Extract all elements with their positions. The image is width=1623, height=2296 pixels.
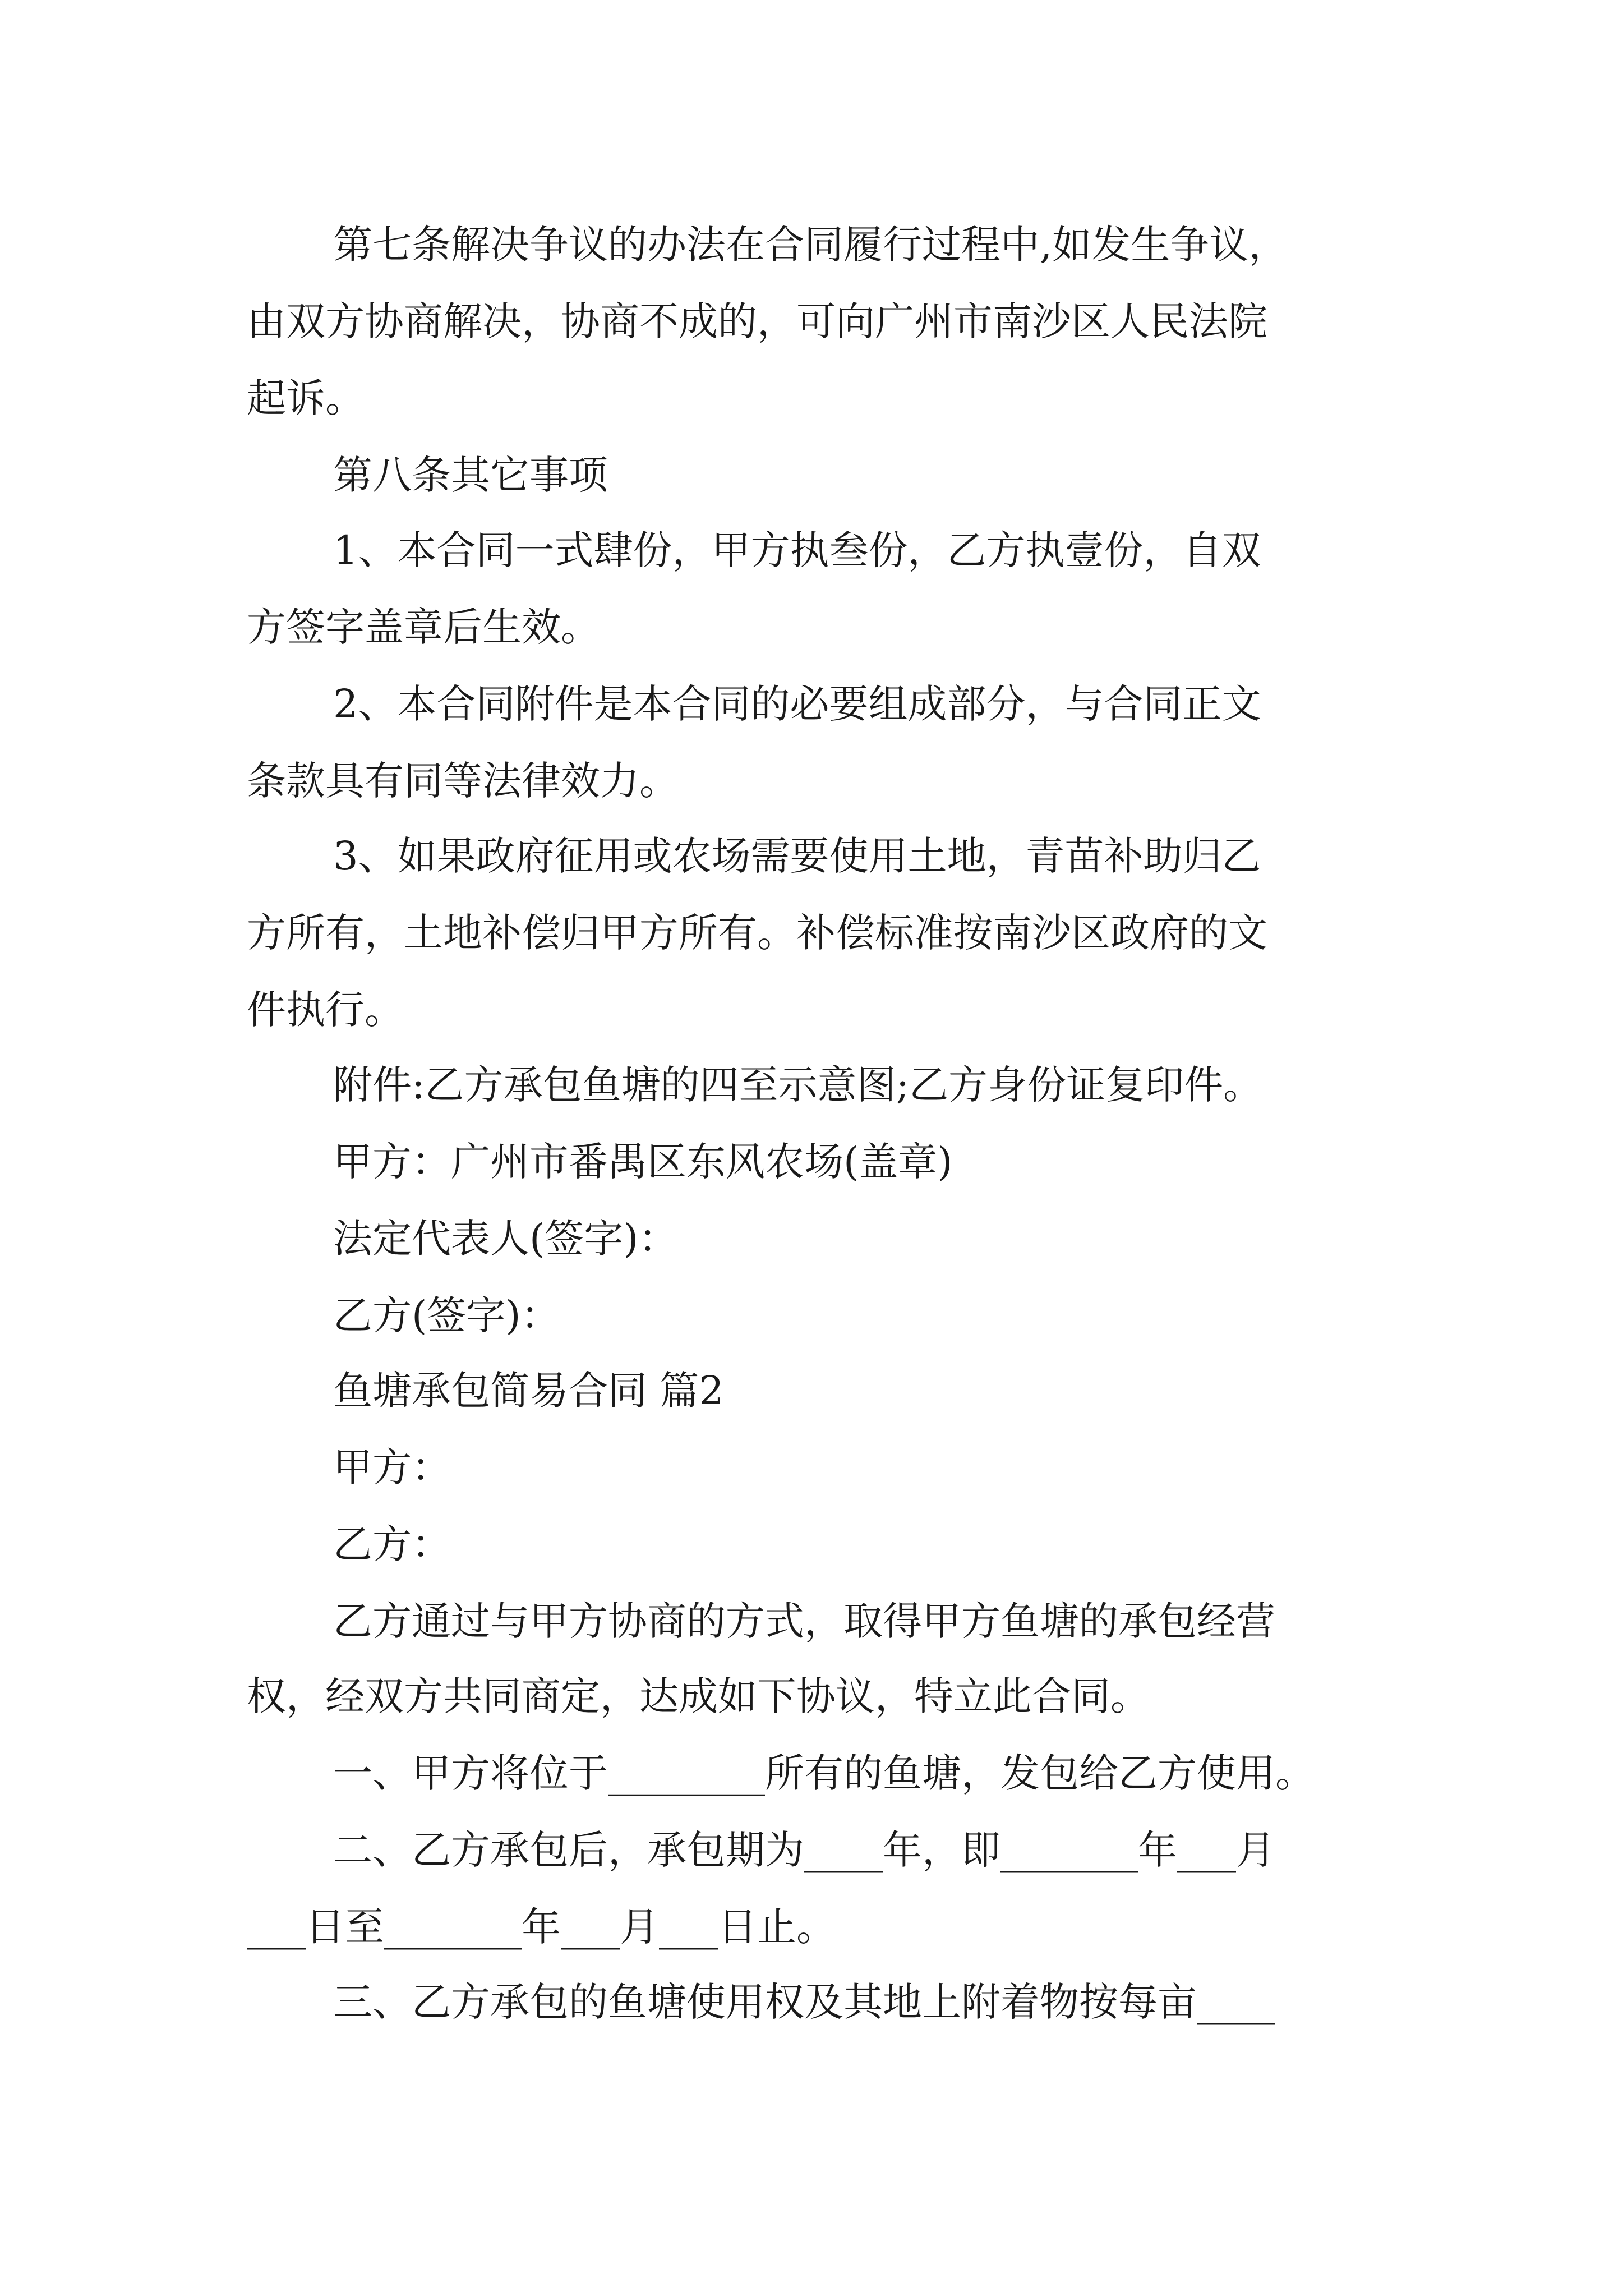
text-line: 甲方：广州市番禺区东风农场(盖章) — [333, 1139, 953, 1185]
text-line: 由双方协商解决，协商不成的，可向广州市南沙区人民法院 — [247, 298, 1267, 344]
text-line: 附件:乙方承包鱼塘的四至示意图;乙方身份证复印件。 — [333, 1062, 1263, 1108]
signature-line: 乙方(签字)： — [333, 1292, 560, 1338]
text-line: 甲方： — [333, 1444, 451, 1490]
text-line: 三、乙方承包的鱼塘使用权及其地上附着物按每亩____ — [333, 1979, 1275, 2025]
text-line: 第七条解决争议的办法在合同履行过程中,如发生争议， — [333, 222, 1288, 268]
text-line: 方所有，土地补偿归甲方所有。补偿标准按南沙区政府的文 — [247, 910, 1267, 956]
signature-line: 法定代表人(签字)： — [333, 1216, 678, 1262]
text-line: 方签字盖章后生效。 — [247, 604, 600, 650]
text-line: 件执行。 — [247, 987, 404, 1033]
section-heading: 第八条其它事项 — [333, 452, 608, 498]
text-line: 1、本合同一式肆份，甲方执叁份，乙方执壹份，自双 — [333, 527, 1261, 573]
text-line: 条款具有同等法律效力。 — [247, 758, 679, 804]
text-line: 2、本合同附件是本合同的必要组成部分，与合同正文 — [333, 681, 1261, 727]
text-line: 一、甲方将位于________所有的鱼塘，发包给乙方使用。 — [333, 1750, 1315, 1796]
text-line: 乙方： — [333, 1521, 451, 1567]
section-heading: 鱼塘承包简易合同 篇2 — [333, 1368, 724, 1414]
text-line: 乙方通过与甲方协商的方式，取得甲方鱼塘的承包经营 — [333, 1598, 1275, 1644]
text-line: 3、如果政府征用或农场需要使用土地，青苗补助归乙 — [333, 833, 1261, 879]
text-line: 权，经双方共同商定，达成如下协议，特立此合同。 — [247, 1673, 1150, 1719]
text-line: ___日至_______年___月___日止。 — [247, 1904, 836, 1950]
text-line: 二、乙方承包后，承包期为____年，即_______年___月 — [333, 1827, 1275, 1873]
text-line: 起诉。 — [247, 375, 365, 421]
